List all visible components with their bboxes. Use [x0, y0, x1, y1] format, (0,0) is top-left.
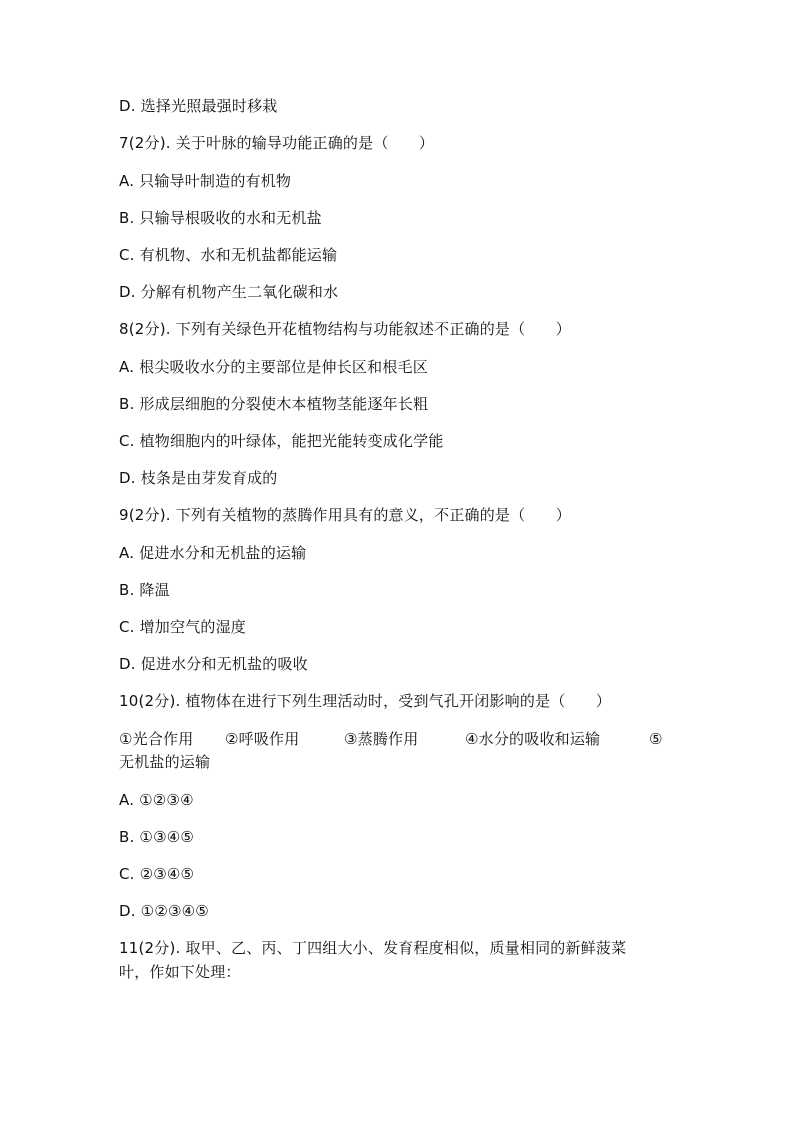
q8-option-d: D. 枝条是由芽发育成的 [119, 469, 278, 487]
q7-option-d: D. 分解有机物产生二氧化碳和水 [119, 283, 339, 301]
q11-stem-line-1: 11(2分). 取甲、乙、丙、丁四组大小、发育程度相似，质量相同的新鲜菠菜 [119, 939, 627, 957]
q10-stem: 10(2分). 植物体在进行下列生理活动时，受到气孔开闭影响的是（ ） [119, 692, 612, 710]
q8-option-b: B. 形成层细胞的分裂使木本植物茎能逐年长粗 [119, 395, 429, 413]
q10-item-1: ①光合作用 [119, 730, 194, 748]
q10-item-5-number: ⑤ [649, 730, 663, 748]
q10-item-3: ③蒸腾作用 [344, 730, 419, 748]
q9-option-c: C. 增加空气的湿度 [119, 618, 247, 636]
q8-stem: 8(2分). 下列有关绿色开花植物结构与功能叙述不正确的是（ ） [119, 320, 571, 338]
q9-option-b: B. 降温 [119, 581, 170, 599]
q9-option-a: A. 促进水分和无机盐的运输 [119, 544, 307, 562]
q10-option-c: C. ②③④⑤ [119, 865, 195, 883]
q10-item-5-text: 无机盐的运输 [119, 753, 211, 771]
q6-option-d: D. 选择光照最强时移栽 [119, 97, 278, 115]
q10-item-4: ④水分的吸收和运输 [465, 730, 601, 748]
q10-option-d: D. ①②③④⑤ [119, 902, 209, 920]
q10-option-b: B. ①③④⑤ [119, 828, 195, 846]
q9-stem: 9(2分). 下列有关植物的蒸腾作用具有的意义，不正确的是（ ） [119, 506, 571, 524]
q10-option-a: A. ①②③④ [119, 791, 194, 809]
q8-option-c: C. 植物细胞内的叶绿体，能把光能转变成化学能 [119, 432, 444, 450]
q9-option-d: D. 促进水分和无机盐的吸收 [119, 655, 308, 673]
q7-stem: 7(2分). 关于叶脉的输导功能正确的是（ ） [119, 134, 435, 152]
q10-item-2: ②呼吸作用 [225, 730, 300, 748]
q7-option-c: C. 有机物、水和无机盐都能运输 [119, 246, 338, 264]
q7-option-a: A. 只输导叶制造的有机物 [119, 172, 292, 190]
q8-option-a: A. 根尖吸收水分的主要部位是伸长区和根毛区 [119, 358, 428, 376]
q7-option-b: B. 只输导根吸收的水和无机盐 [119, 209, 322, 227]
q11-stem-line-2: 叶，作如下处理： [119, 963, 241, 981]
